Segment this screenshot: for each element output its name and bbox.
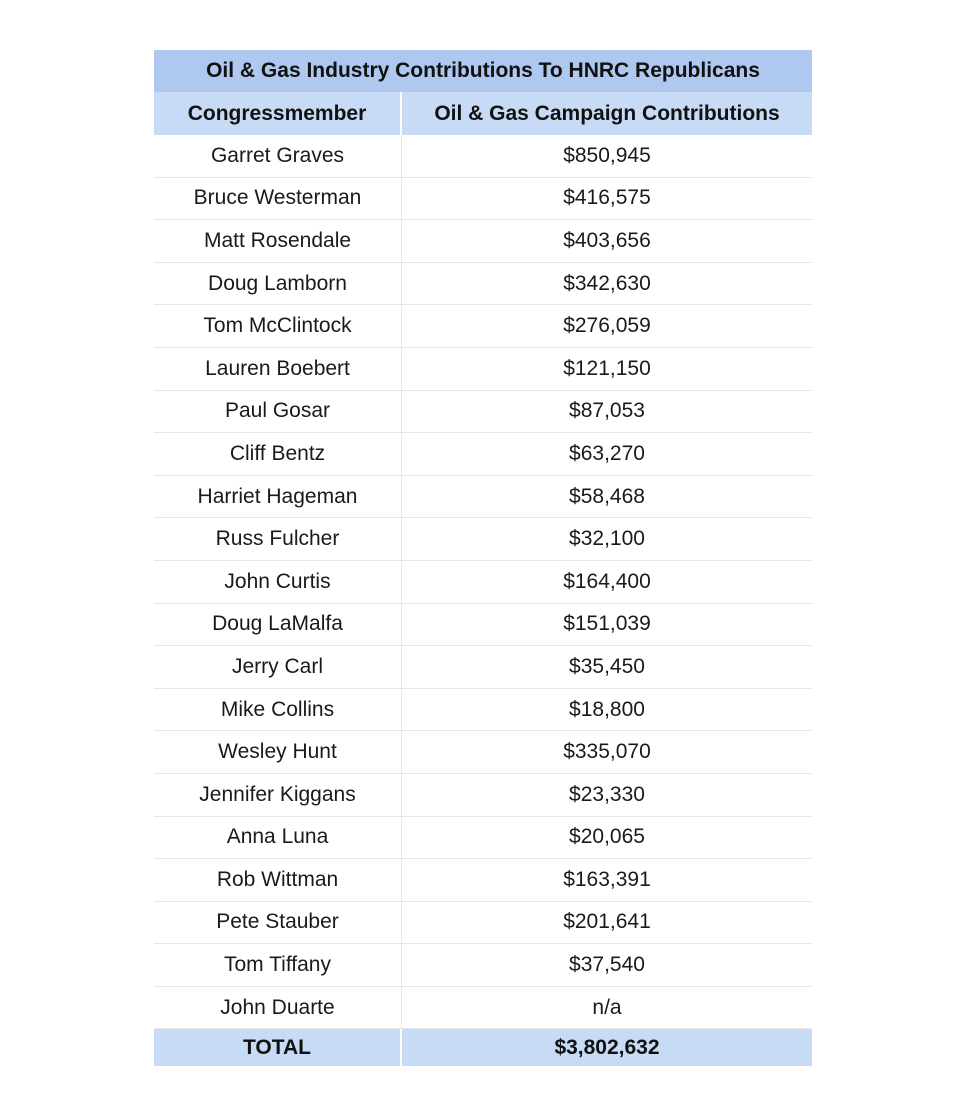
table-row	[154, 944, 812, 987]
column-header-contributions: Oil & Gas Campaign Contributions	[434, 101, 780, 125]
table-row	[154, 859, 812, 902]
table-row	[154, 476, 812, 519]
congressmember-name: Tom Tiffany	[154, 944, 402, 986]
total-amount: $3,802,632	[554, 1035, 660, 1059]
contribution-amount: $63,270	[569, 441, 645, 465]
congressmember-name: Doug LaMalfa	[154, 604, 402, 646]
contribution-amount: $163,391	[563, 867, 651, 891]
contribution-amount: $37,540	[569, 953, 645, 977]
congressmember-name: Garret Graves	[154, 135, 402, 177]
congressmember-name: Mike Collins	[154, 689, 402, 731]
table-row	[154, 220, 812, 263]
contribution-amount: $87,053	[569, 399, 645, 423]
congressmember-name: Harriet Hageman	[154, 476, 402, 518]
congressmember-name: John Duarte	[154, 987, 402, 1029]
contribution-amount: $23,330	[569, 782, 645, 806]
table-row	[154, 646, 812, 689]
table-row	[154, 433, 812, 476]
contribution-amount: $121,150	[563, 356, 651, 380]
congressmember-name: Doug Lamborn	[154, 263, 402, 305]
column-header-congressmember: Congressmember	[154, 92, 402, 135]
congressmember-name: Paul Gosar	[154, 391, 402, 433]
congressmember-name: Jerry Carl	[154, 646, 402, 688]
total-label: TOTAL	[154, 1029, 402, 1066]
contribution-amount: $18,800	[569, 697, 645, 721]
contribution-amount: n/a	[592, 995, 622, 1019]
table-title: Oil & Gas Industry Contributions To HNRC Republicans	[154, 50, 812, 92]
table-row	[154, 305, 812, 348]
table-row	[154, 391, 812, 434]
table-row	[154, 731, 812, 774]
header-row	[154, 92, 812, 135]
congressmember-name: Bruce Westerman	[154, 178, 402, 220]
table-row	[154, 178, 812, 221]
contribution-amount: $35,450	[569, 654, 645, 678]
congressmember-name: Rob Wittman	[154, 859, 402, 901]
contribution-amount: $201,641	[563, 910, 651, 934]
total-row	[154, 1029, 812, 1066]
table-row	[154, 348, 812, 391]
table-row	[154, 263, 812, 306]
contributions-table	[154, 50, 812, 1066]
table-row	[154, 604, 812, 647]
congressmember-name: Russ Fulcher	[154, 518, 402, 560]
contribution-amount: $342,630	[563, 271, 651, 295]
congressmember-name: Lauren Boebert	[154, 348, 402, 390]
contribution-amount: $151,039	[563, 612, 651, 636]
contribution-amount: $164,400	[563, 569, 651, 593]
congressmember-name: Jennifer Kiggans	[154, 774, 402, 816]
table-row	[154, 518, 812, 561]
congressmember-name: Tom McClintock	[154, 305, 402, 347]
table-row	[154, 987, 812, 1030]
contribution-amount: $850,945	[563, 143, 651, 167]
contribution-amount: $416,575	[563, 186, 651, 210]
contribution-amount: $20,065	[569, 825, 645, 849]
congressmember-name: Matt Rosendale	[154, 220, 402, 262]
congressmember-name: Cliff Bentz	[154, 433, 402, 475]
table-row	[154, 135, 812, 178]
congressmember-name: Pete Stauber	[154, 902, 402, 944]
congressmember-name: Wesley Hunt	[154, 731, 402, 773]
table-row	[154, 561, 812, 604]
contribution-amount: $276,059	[563, 314, 651, 338]
congressmember-name: Anna Luna	[154, 817, 402, 859]
table-row	[154, 902, 812, 945]
contribution-amount: $403,656	[563, 228, 651, 252]
table-row	[154, 689, 812, 732]
table-body	[154, 135, 812, 1029]
contribution-amount: $32,100	[569, 527, 645, 551]
congressmember-name: John Curtis	[154, 561, 402, 603]
contribution-amount: $58,468	[569, 484, 645, 508]
contribution-amount: $335,070	[563, 740, 651, 764]
table-row	[154, 774, 812, 817]
table-row	[154, 817, 812, 860]
